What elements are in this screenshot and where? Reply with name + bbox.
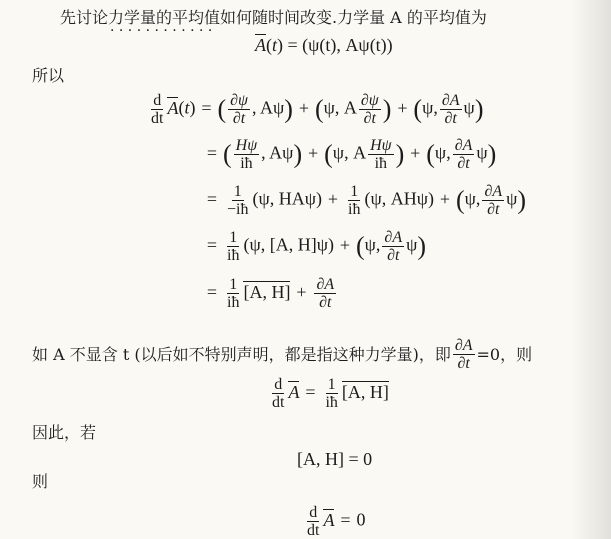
derivation-row-5: = $\frac{1}{iħ}$ [A, H] + $\frac{\partial A}{\partial t}$ — [206, 276, 335, 311]
label-suoyi: 所以 — [32, 66, 65, 85]
average-definition: A(t) = (ψ(t), Aψ(t)) — [255, 35, 393, 55]
condition-sentence: 如 A 不显含 t (以后如不特别声明，都是指这种力学量)，即 $\frac{\partial A}{\partial t}$ =0，则 — [32, 337, 533, 372]
emphasis-dots: · · · · · · · · · · · · — [110, 23, 213, 39]
d-over-dt: $\frac{d}{dt}$ — [151, 92, 164, 127]
result-equation: $\frac{d}{dt}$ A = $\frac{1}{iħ}$ [A, H] — [272, 376, 389, 411]
conservation-equation: $\frac{d}{dt}$ A = 0 — [307, 504, 366, 539]
page-edge-shadow — [571, 0, 611, 539]
derivation-row-2: = ( $\frac{H\psi}{iħ}$ , Aψ) + (ψ, A $\frac{H\psi}{iħ}$ ) + (ψ, $\frac{\partial A}{\partial t}$ ψ) — [206, 137, 497, 172]
derivation-row-1: $\frac{d}{dt}$ A(t) = ( $\frac{\partial\psi}{\partial t}$ , Aψ) + (ψ, A $\frac{\partial\psi}{\partial t}$ ) + (ψ, $\frac{\partial A}{\partial t}$ ψ) — [151, 92, 484, 127]
intro-sentence: 先讨论力学量的平均值如何随时间改变.力学量 A 的平均值为 — [60, 8, 487, 27]
label-yinci: 因此，若 — [32, 423, 97, 442]
derivation-row-3: = $\frac{1}{-iħ}$ (ψ, HAψ) + $\frac{1}{iħ}$ (ψ, AHψ) + (ψ, $\frac{\partial A}{\partial t}$ ψ) — [206, 183, 527, 218]
commutator-zero: [A, H] = 0 — [297, 449, 373, 469]
derivation-row-4: = $\frac{1}{iħ}$ (ψ, [A, H]ψ) + (ψ, $\frac{\partial A}{\partial t}$ ψ) — [206, 229, 427, 264]
label-ze: 则 — [32, 472, 49, 491]
